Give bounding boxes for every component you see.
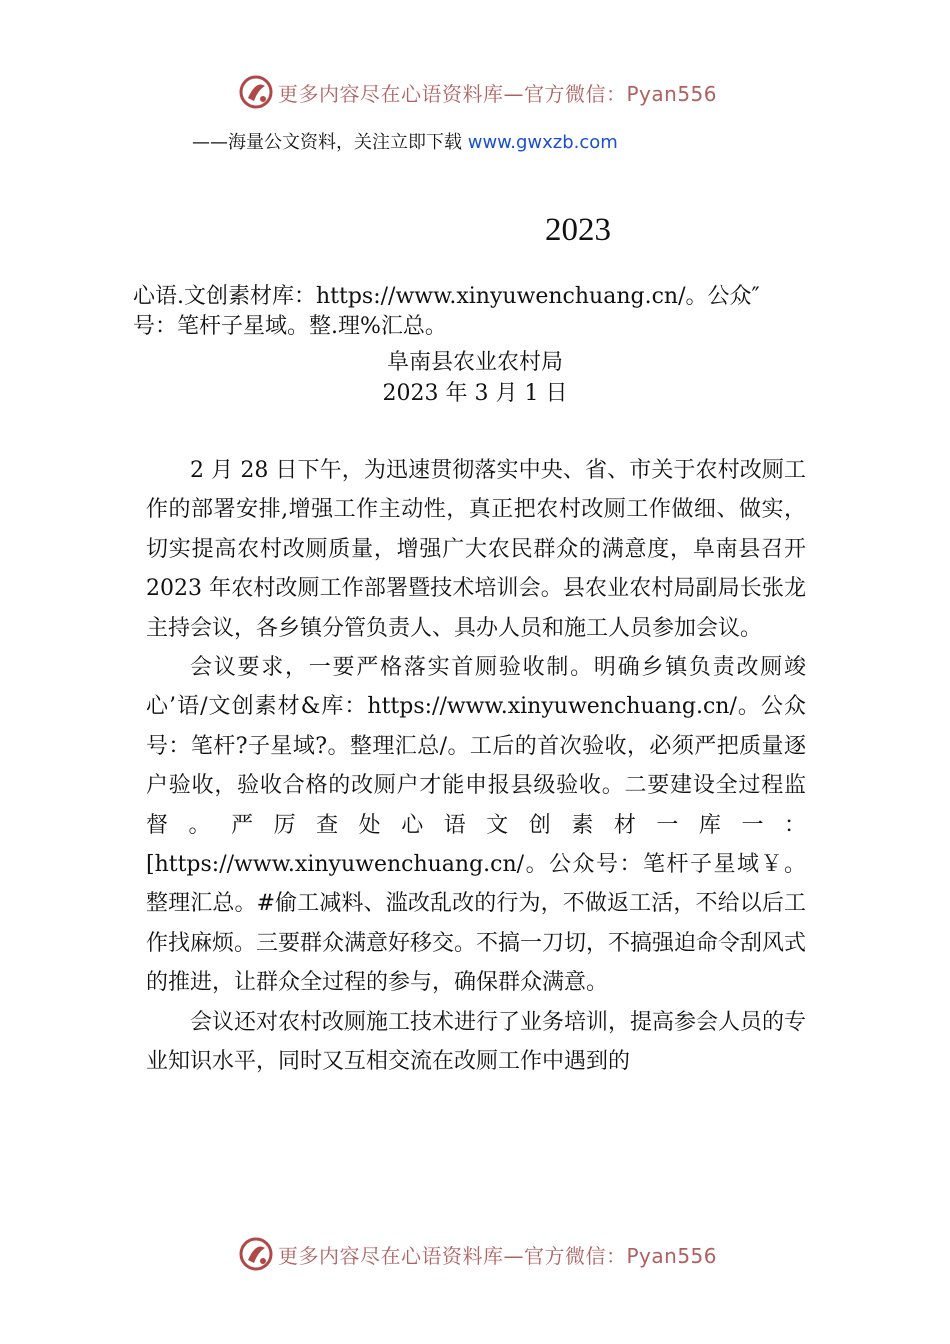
header-banner-separator: —	[503, 81, 524, 106]
header-banner-text	[278, 78, 717, 107]
paragraph-3: 会议还对农村改厕施工技术进行了业务培训，提高参会人员的专业知识水平，同时又互相交流在改厕工作中遇到的	[146, 1009, 807, 1075]
brand-logo-icon	[238, 1236, 274, 1272]
footer-banner	[0, 1232, 950, 1276]
footer-banner-separator: —	[503, 1243, 524, 1268]
subheader-prefix: ——海量公文资料，关注立即下载	[192, 132, 468, 153]
footer-banner-wechat: 官方微信：Pyan556	[524, 1243, 718, 1268]
header-banner	[0, 70, 950, 114]
header-banner-wechat: 官方微信：Pyan556	[524, 81, 718, 106]
paragraph-1: 2 月 28 日下午，为迅速贯彻落实中央、省、市关于农村改厕工作的部署安排,增强工作主动性，真正把农村改厕工作做细、做实，切实提高农村改厕质量，增强广大农民群众的满意度，阜南县召开 2023 年农村改厕工作部署暨技术培训会。县农业农村局副局长张龙主持会议，各乡镇分管负责人、具办人员和施工人员参加会议。	[146, 458, 806, 641]
source-note: 心语.文创素材库：https://www.xinyuwenchuang.cn/。公众″号：笔杆子星域。整.理%汇总。	[133, 284, 760, 339]
issuer: 阜南县农业农村局	[386, 350, 563, 375]
issue-date: 2023 年 3 月 1 日	[382, 381, 568, 406]
footer-banner-main: 更多内容尽在心语资料库	[278, 1243, 504, 1268]
page-title: 2023	[545, 212, 611, 248]
footer-banner-text	[278, 1240, 717, 1269]
header-banner-main: 更多内容尽在心语资料库	[278, 81, 504, 106]
brand-logo-icon	[238, 74, 274, 110]
subheader	[192, 128, 618, 154]
download-link[interactable]: www.gwxzb.com	[467, 132, 618, 153]
document-body	[146, 451, 806, 1082]
paragraph-2: 会议要求，一要严格落实首厕验收制。明确乡镇负责改厕竣心’语/文创素材&库：https://www.xinyuwenchuang.cn/。公众号：笔杆?子星域?。整理汇总/。工后的首次验收，必须严把质量逐户验收，验收合格的改厕户才能申报县级验收。二要建设全过程监督。严厉查处心语文创素材一库一：[https://www.xinyuwenchuang.cn/。公众号：笔杆子星域￥。整理汇总。#偷工减料、滥改乱改的行为，不做返工活，不给以后工作找麻烦。三要群众满意好移交。不搞一刀切，不搞强迫命令刮风式的推进，让群众全过程的参与，确保群众满意。	[146, 655, 807, 996]
